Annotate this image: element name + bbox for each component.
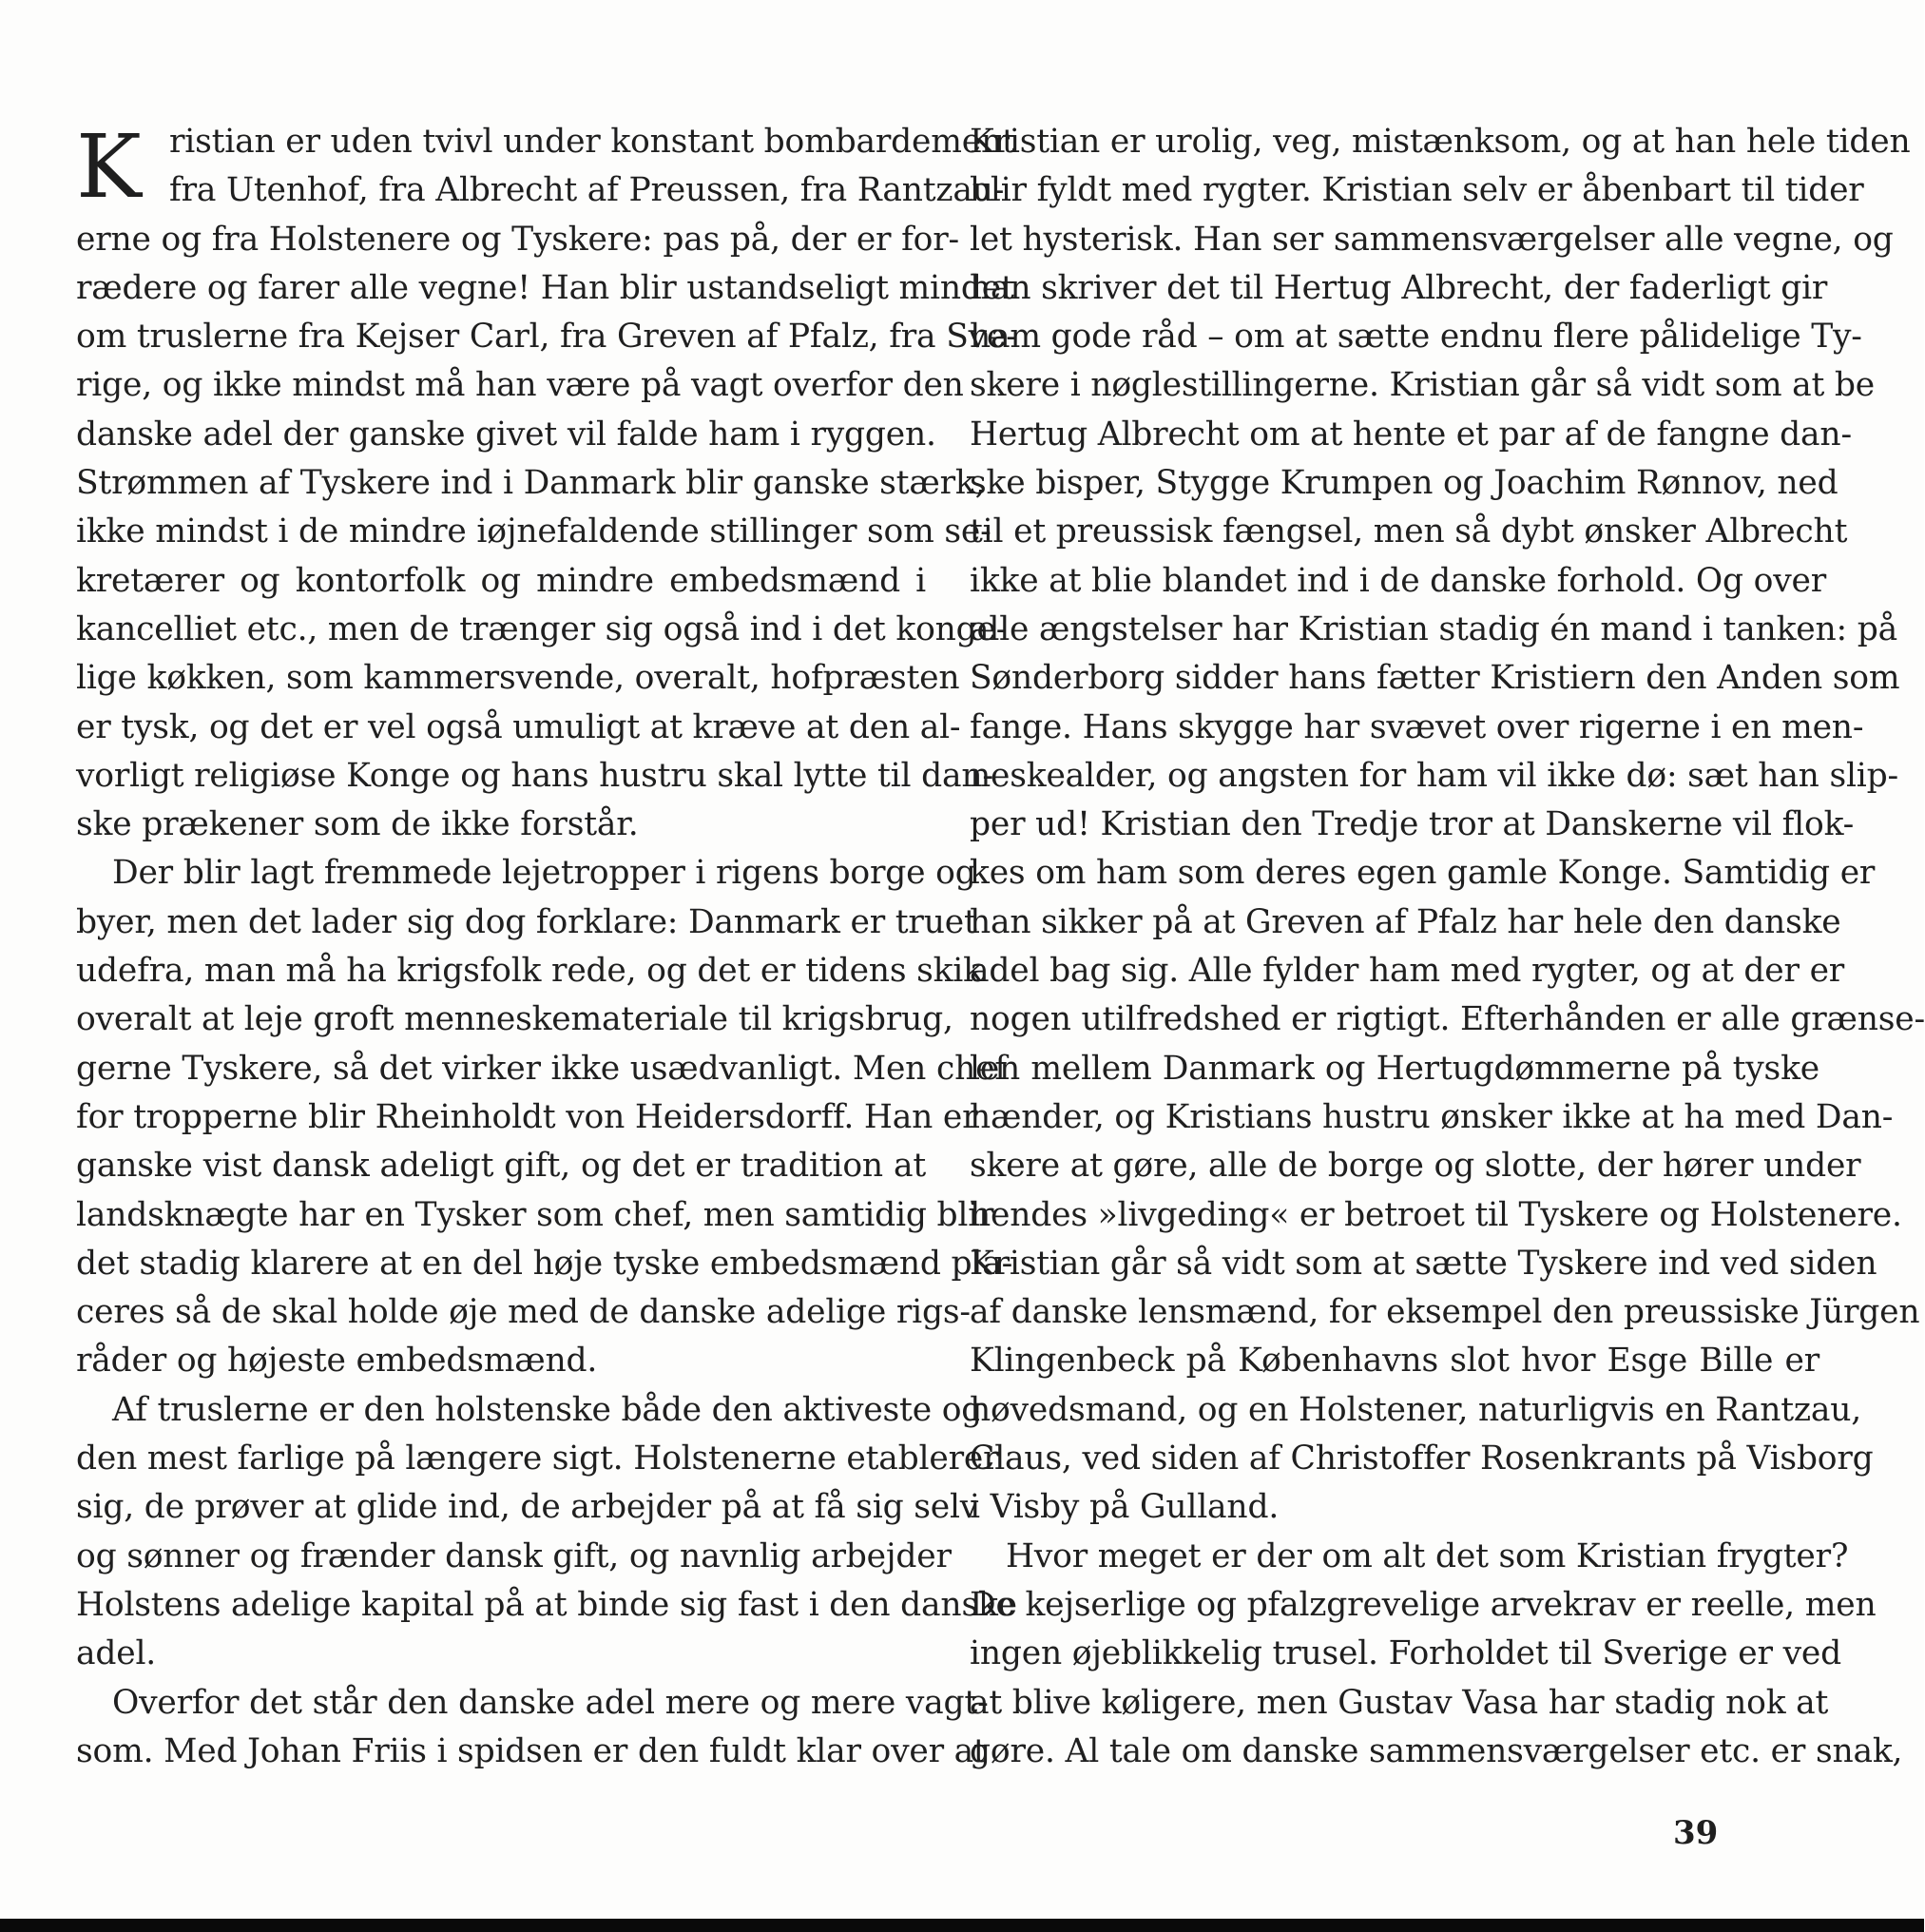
text-line: ikke at blie blandet ind i de danske forhold. Og over	[970, 561, 1827, 600]
text-line: hænder, og Kristians hustru ønsker ikke at ha med Dan-	[970, 1097, 1894, 1136]
text-line: kancelliet etc., men de trænger sig også ind i det konge-	[76, 609, 1008, 648]
text-line: gerne Tyskere, så det virker ikke usædvanligt. Men chef	[76, 1049, 1007, 1088]
text-line: Holstens adelige kapital på at binde sig fast i den danske	[76, 1585, 1017, 1624]
text-line: i Visby på Gulland.	[970, 1488, 1280, 1527]
text-line: den mest farlige på længere sigt. Holstenerne etablerer	[76, 1439, 999, 1478]
text-line: til et preussisk fængsel, men så dybt ønsker Albrecht	[970, 512, 1848, 551]
text-line: Der blir lagt fremmede lejetropper i rigens borge og	[112, 854, 976, 893]
text-line: ske prækener som de ikke forstår.	[76, 805, 639, 844]
text-line: Claus, ved siden af Christoffer Rosenkrants på Visborg	[970, 1439, 1874, 1478]
text-line: neskealder, og angsten for ham vil ikke dø: sæt han slip-	[970, 756, 1898, 795]
text-line: ristian er uden tvivl under konstant bombardement	[169, 123, 1015, 161]
text-line: Overfor det står den danske adel mere og mere vagt-	[112, 1683, 989, 1722]
text-line: høvedsmand, og en Holstener, naturligvis en Rantzau,	[970, 1390, 1862, 1429]
text-line: blir fyldt med rygter. Kristian selv er åbenbart til tider	[970, 171, 1864, 210]
text-line: Kristian går så vidt som at sætte Tyskere ind ved siden	[970, 1244, 1877, 1283]
text-line: skere i nøglestillingerne. Kristian går så vidt som at be	[970, 366, 1876, 405]
page-number: 39	[1673, 1814, 1719, 1852]
text-line: sig, de prøver at glide ind, de arbejder på at få sig selv	[76, 1488, 979, 1527]
text-line: Hertug Albrecht om at hente et par af de fangne dan-	[970, 415, 1852, 454]
text-line: Sønderborg sidder hans fætter Kristiern den Anden som	[970, 659, 1900, 698]
text-line: rige, og ikke mindst må han være på vagt overfor den	[76, 366, 964, 405]
text-line: om truslerne fra Kejser Carl, fra Greven af Pfalz, fra Sve-	[76, 318, 1017, 357]
text-line: han sikker på at Greven af Pfalz har hele den danske	[970, 902, 1841, 941]
text-line: ham gode råd – om at sætte endnu flere pålidelige Ty-	[970, 318, 1862, 357]
text-line: Klingenbeck på Københavns slot hvor Esge Bille er	[970, 1342, 1819, 1381]
text-line: hendes »livgeding« er betroet til Tyskere og Holstenere.	[970, 1195, 1902, 1234]
text-line: let hysterisk. Han ser sammensværgelser alle vegne, og	[970, 220, 1894, 259]
text-line: adel bag sig. Alle fylder ham med rygter, og at der er	[970, 952, 1845, 991]
right-column-lines	[970, 118, 1925, 1776]
text-line: Kristian er urolig, veg, mistænksom, og at han hele tiden	[970, 123, 1911, 161]
text-line: Af truslerne er den holstenske både den aktiveste og	[112, 1390, 983, 1429]
text-line: vorligt religiøse Konge og hans hustru skal lytte til dan-	[76, 756, 993, 795]
left-column	[76, 116, 1017, 1776]
left-column-lines	[76, 118, 1017, 1776]
text-line: ganske vist dansk adeligt gift, og det er tradition at	[76, 1147, 926, 1186]
text-line: landsknægte har en Tysker som chef, men samtidig blir	[76, 1195, 994, 1234]
text-line: rædere og farer alle vegne! Han blir ustandseligt mindet	[76, 268, 1014, 307]
text-line: ske bisper, Stygge Krumpen og Joachim Rønnov, ned	[970, 464, 1838, 503]
text-line: at blive køligere, men Gustav Vasa har stadig nok at	[970, 1683, 1829, 1722]
text-line: De kejserlige og pfalzgrevelige arvekrav er reelle, men	[970, 1585, 1877, 1624]
text-line: er tysk, og det er vel også umuligt at kræve at den al-	[76, 707, 961, 746]
text-line: udefra, man må ha krigsfolk rede, og det er tidens skik	[76, 952, 983, 991]
text-line: fange. Hans skygge har svævet over rigerne i en men-	[970, 707, 1864, 746]
text-line: kes om ham som deres egen gamle Konge. Samtidig er	[970, 854, 1876, 893]
text-line: han skriver det til Hertug Albrecht, der faderligt gir	[970, 268, 1828, 307]
text-line: adel.	[76, 1634, 157, 1673]
text-line: len mellem Danmark og Hertugdømmerne på tyske	[970, 1049, 1819, 1088]
text-line: Hvor meget er der om alt det som Kristian frygter?	[1006, 1536, 1849, 1575]
text-line: for tropperne blir Rheinholdt von Heidersdorff. Han er	[76, 1097, 978, 1136]
text-line: ingen øjeblikkelig trusel. Forholdet til Sverige er ved	[970, 1634, 1841, 1673]
bottom-edge-bar	[0, 1919, 1924, 1932]
text-line: kretærer og kontorfolk og mindre embedsmænd i	[76, 561, 926, 600]
text-line: ceres så de skal holde øje med de danske adelige rigs-	[76, 1293, 971, 1332]
text-line: råder og højeste embedsmænd.	[76, 1342, 598, 1381]
text-line: byer, men det lader sig dog forklare: Danmark er truet	[76, 902, 977, 941]
text-line: danske adel der ganske givet vil falde ham i ryggen.	[76, 415, 936, 454]
text-line: Strømmen af Tyskere ind i Danmark blir ganske stærk,	[76, 464, 986, 503]
text-line: det stadig klarere at en del høje tyske embedsmænd pla-	[76, 1244, 1013, 1283]
text-line: per ud! Kristian den Tredje tror at Danskerne vil flok-	[970, 805, 1855, 844]
right-column	[970, 118, 1925, 1776]
drop-cap-letter: K	[76, 116, 142, 218]
text-line: og sønner og frænder dansk gift, og navnlig arbejder	[76, 1536, 952, 1575]
text-line: erne og fra Holstenere og Tyskere: pas på, der er for-	[76, 220, 960, 259]
text-line: gøre. Al tale om danske sammensværgelser etc. er snak,	[970, 1731, 1903, 1770]
text-line: af danske lensmænd, for eksempel den preussiske Jürgen	[970, 1293, 1920, 1332]
text-line: ikke mindst i de mindre iøjnefaldende stillinger som se-	[76, 512, 991, 551]
text-line: som. Med Johan Friis i spidsen er den fuldt klar over at	[76, 1731, 987, 1770]
text-line: nogen utilfredshed er rigtigt. Efterhånden er alle grænse-	[970, 1000, 1925, 1039]
text-line: skere at gøre, alle de borge og slotte, der hører under	[970, 1147, 1861, 1186]
text-line: fra Utenhof, fra Albrecht af Preussen, fra Rantzau-	[169, 171, 1005, 210]
text-line: alle ængstelser har Kristian stadig én mand i tanken: på	[970, 609, 1897, 648]
text-line: overalt at leje groft menneskemateriale til krigsbrug,	[76, 1000, 953, 1039]
text-line: lige køkken, som kammersvende, overalt, hofpræsten	[76, 659, 960, 698]
